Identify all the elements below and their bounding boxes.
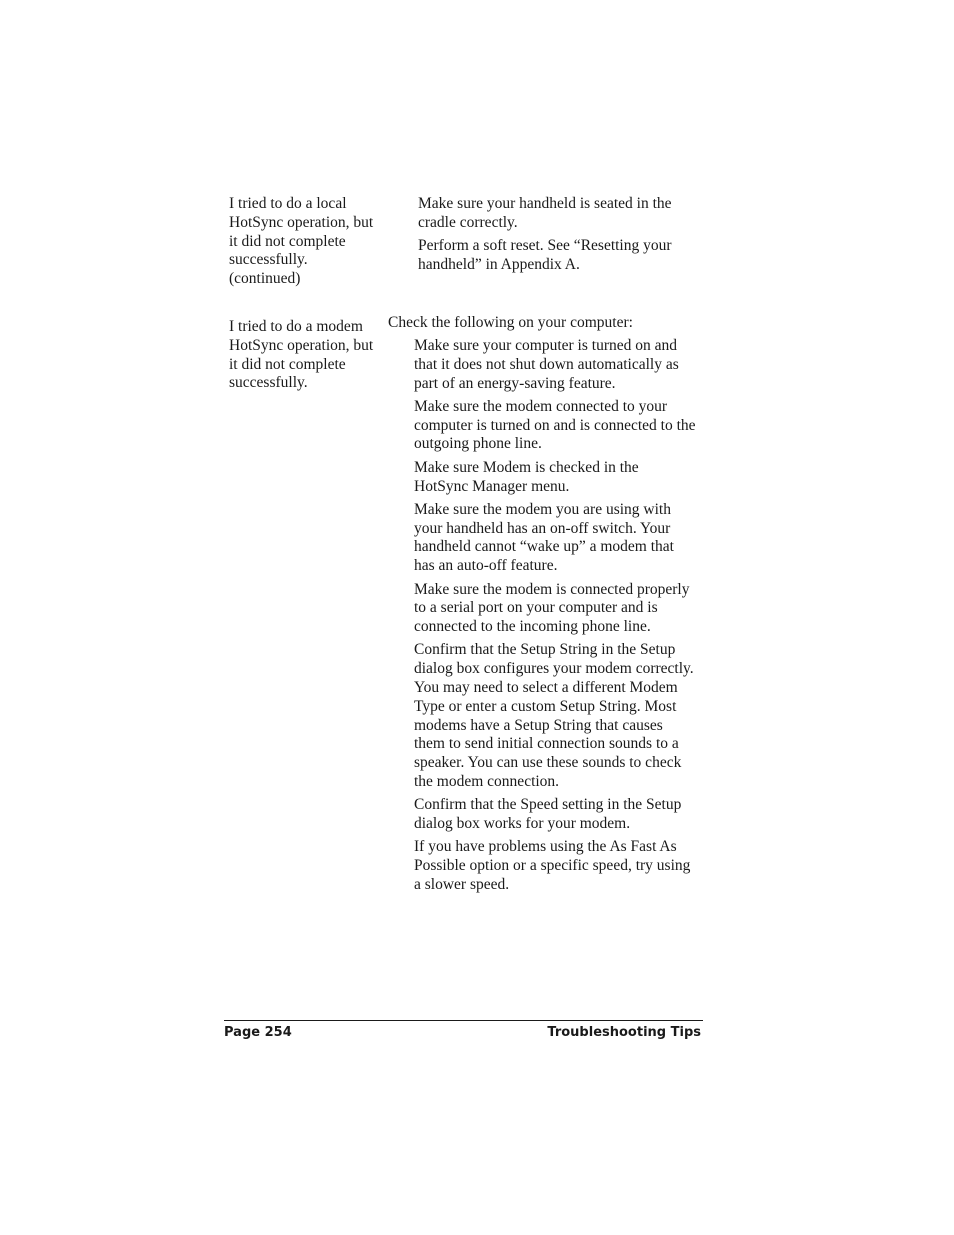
footer-page-number: Page 254 xyxy=(224,1025,292,1040)
problem-local-hotsync: I tried to do a local HotSync operation, but it did not complete successfully. (continued) xyxy=(229,195,374,288)
solutions-intro: Check the following on your computer: xyxy=(388,314,633,331)
solution-item: Perform a soft reset. See “Resetting your handheld” in Appendix A. xyxy=(418,237,672,273)
solutions-local-hotsync xyxy=(418,195,688,279)
problem-modem-hotsync: I tried to do a modem HotSync operation, but it did not complete successfully. xyxy=(229,318,374,392)
solution-item: Make sure your computer is turned on and that it does not shut down automatically as part of an energy-saving feature. xyxy=(414,337,679,392)
solution-item: Make sure your handheld is seated in the cradle correctly. xyxy=(418,195,672,231)
footer-section-title: Troubleshooting Tips xyxy=(547,1025,701,1040)
solution-item: If you have problems using the As Fast As Possible option or a specific speed, try using a slower speed. xyxy=(414,838,691,894)
solution-item: Confirm that the Speed setting in the Setup dialog box works for your modem. xyxy=(414,796,682,833)
solutions-modem-hotsync xyxy=(414,337,696,899)
footer-divider xyxy=(224,1020,703,1021)
solution-item: Confirm that the Setup String in the Setup dialog box configures your modem correctly. You may need to select a different Modem Type or enter a custom Setup String. Most modems have a Setup String that causes them to send initial connection sounds to a speaker. You can use these sounds to check the modem connection. xyxy=(414,641,694,791)
solution-item: Make sure the modem is connected properly to a serial port on your computer and is connected to the incoming phone line. xyxy=(414,580,690,636)
solution-item: Make sure the modem you are using with your handheld has an on-off switch. Your handheld cannot “wake up” a modem that has an auto-off feature. xyxy=(414,500,674,575)
solution-item: Make sure the modem connected to your computer is turned on and is connected to the outgoing phone line. xyxy=(414,397,696,453)
solution-item: Make sure Modem is checked in the HotSync Manager menu. xyxy=(414,458,639,495)
